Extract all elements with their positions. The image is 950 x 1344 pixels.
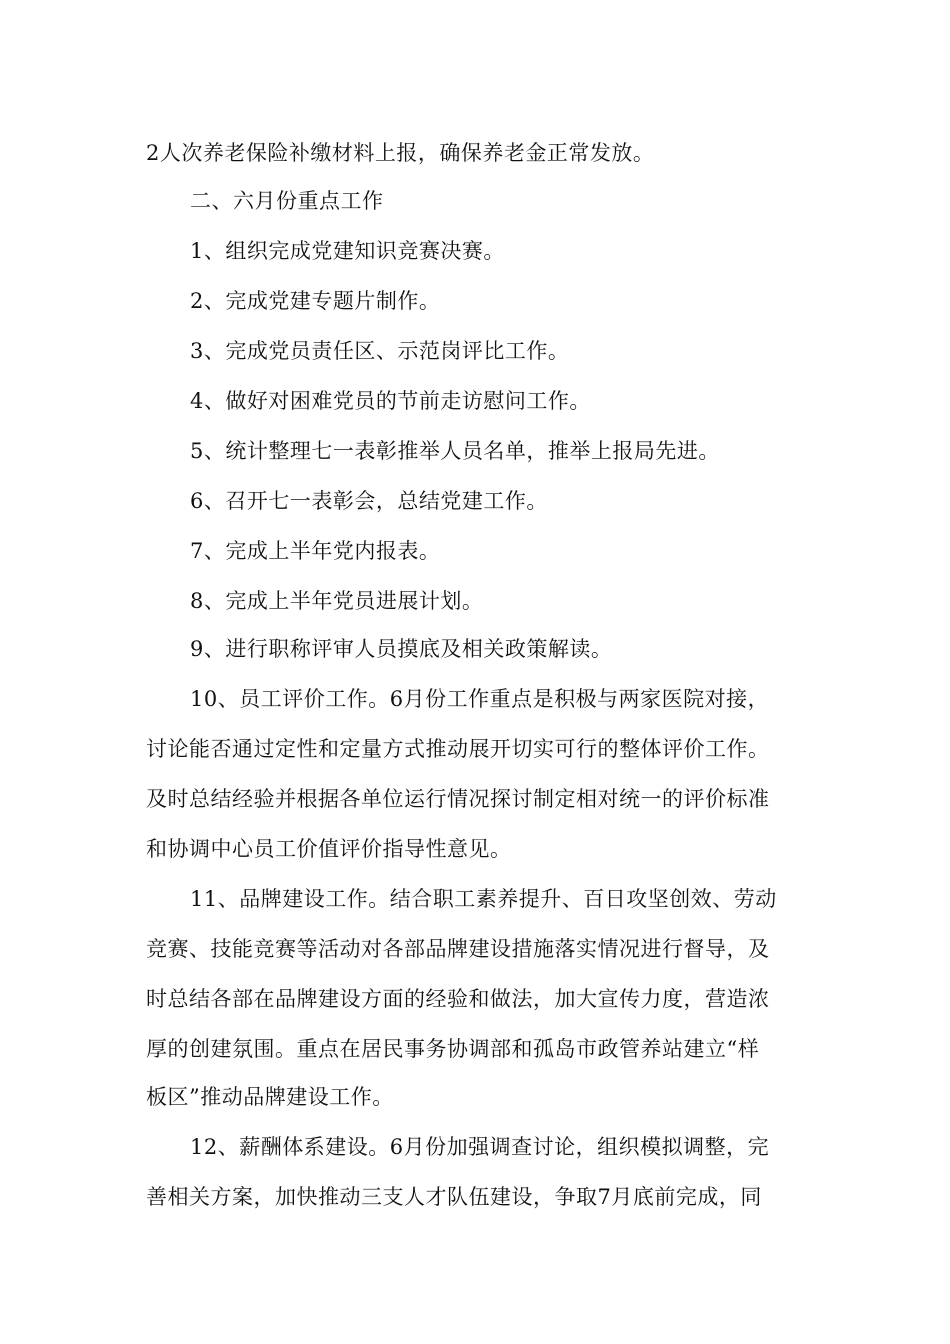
list-item: 3、完成党员责任区、示范岗评比工作。 xyxy=(190,339,570,363)
list-item: 8、完成上半年党员进展计划。 xyxy=(190,589,484,613)
text-line: 善相关方案，加快推动三支人才队伍建设，争取7月底前完成，同 xyxy=(146,1185,762,1209)
list-item: 1、组织完成党建知识竞赛决赛。 xyxy=(190,239,505,263)
list-item: 12、薪酬体系建设。6月份加强调查讨论，组织模拟调整，完 xyxy=(190,1135,770,1159)
list-item: 11、品牌建设工作。结合职工素养提升、百日攻坚创效、劳动 xyxy=(190,887,777,911)
text-line: 厚的创建氛围。重点在居民事务协调部和孤岛市政管养站建立“样 xyxy=(146,1037,760,1061)
text-line: 和协调中心员工价值评价指导性意见。 xyxy=(146,837,512,861)
text-line: 板区”推动品牌建设工作。 xyxy=(146,1085,394,1109)
text-line: 讨论能否通过定性和定量方式推动展开切实可行的整体评价工作。 xyxy=(146,737,770,761)
section-heading: 二、六月份重点工作 xyxy=(190,189,384,213)
list-item: 6、召开七一表彰会，总结党建工作。 xyxy=(190,489,548,513)
list-item: 10、员工评价工作。6月份工作重点是积极与两家医院对接， xyxy=(190,687,770,711)
list-item: 5、统计整理七一表彰推举人员名单，推举上报局先进。 xyxy=(190,439,720,463)
text-line: 2人次养老保险补缴材料上报，确保养老金正常发放。 xyxy=(146,141,655,165)
list-item: 4、做好对困难党员的节前走访慰问工作。 xyxy=(190,389,591,413)
text-line: 时总结各部在品牌建设方面的经验和做法，加大宣传力度，营造浓 xyxy=(146,987,770,1011)
list-item: 9、进行职称评审人员摸底及相关政策解读。 xyxy=(190,637,613,661)
text-line: 及时总结经验并根据各单位运行情况探讨制定相对统一的评价标准 xyxy=(146,787,770,811)
list-item: 7、完成上半年党内报表。 xyxy=(190,539,441,563)
list-item: 2、完成党建专题片制作。 xyxy=(190,289,441,313)
text-line: 竞赛、技能竞赛等活动对各部品牌建设措施落实情况进行督导，及 xyxy=(146,937,770,961)
